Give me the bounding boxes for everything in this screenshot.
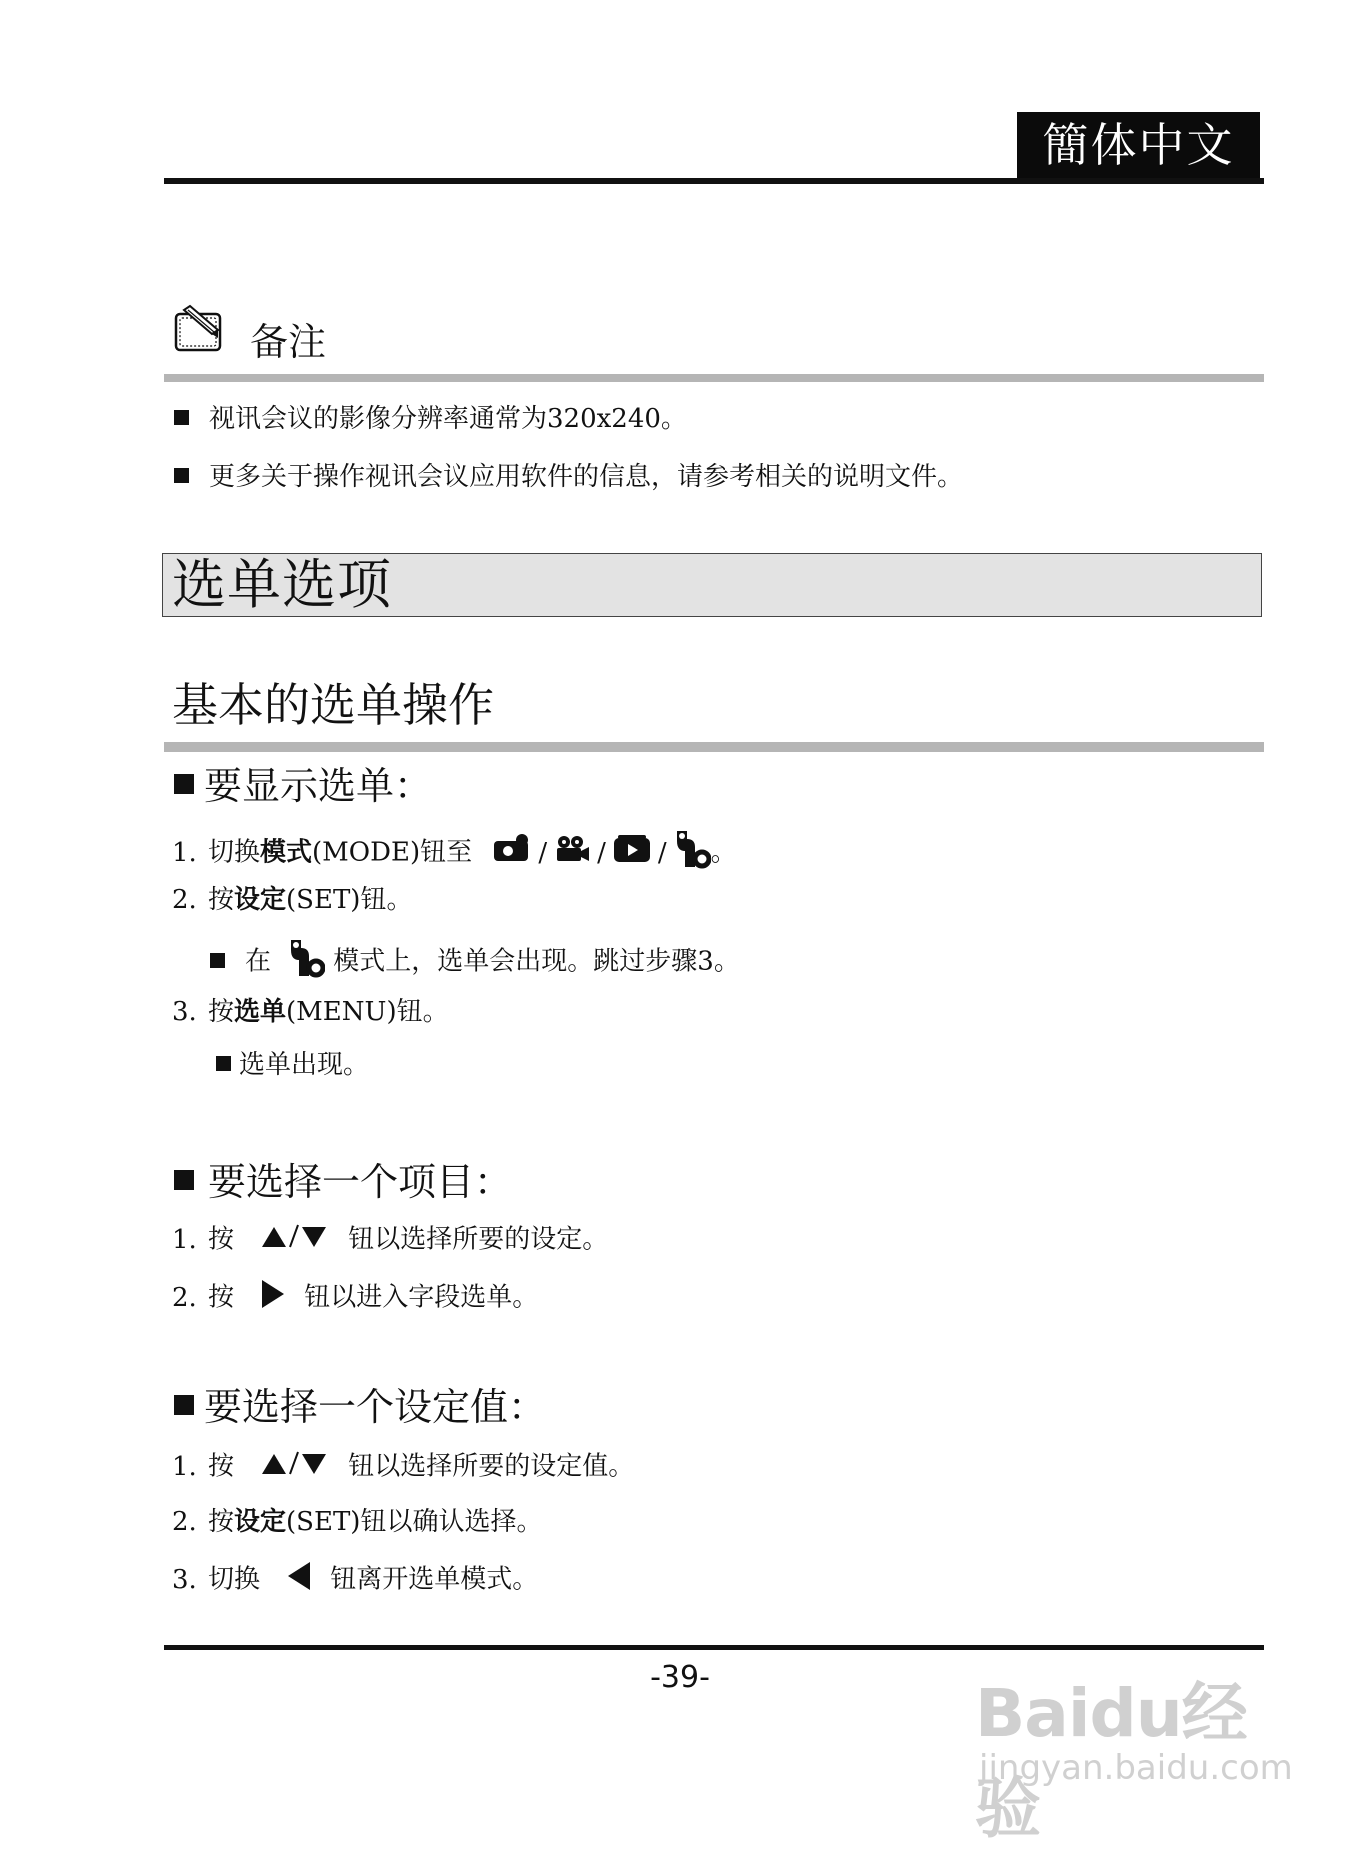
playback-mode-icon — [612, 834, 652, 873]
square-bullet — [174, 410, 189, 425]
display-menu-step-3-sub: 选单出现。 — [216, 1048, 369, 1082]
select-item-step-2: 2. 按 钮以进入字段选单。 — [172, 1278, 538, 1319]
note-pencil-icon — [172, 304, 228, 356]
square-bullet — [174, 774, 194, 794]
subsection-rule — [164, 742, 1264, 752]
up-down-arrow-icon — [260, 1221, 330, 1260]
select-value-step-3: 3. 切换 钮离开选单模式。 — [172, 1560, 538, 1601]
display-menu-heading: 要显示选单： — [174, 762, 432, 810]
select-value-heading: 要选择一个设定值： — [174, 1383, 546, 1431]
square-bullet — [174, 1170, 194, 1190]
square-bullet — [210, 953, 225, 968]
subsection-title: 基本的选单操作 — [172, 678, 494, 732]
header-rule — [164, 178, 1264, 184]
language-tab: 簡体中文 — [1017, 112, 1260, 178]
select-value-step-2: 2. 按设定(SET)钮以确认选择。 — [172, 1507, 543, 1537]
select-item-step-1: 1. 按 钮以选择所要的设定。 — [172, 1221, 608, 1260]
note-rule — [164, 374, 1264, 382]
square-bullet — [174, 468, 189, 483]
display-menu-step-2-sub: 在 模式上，选单会出现。跳过步骤3。 — [210, 936, 740, 989]
baidu-watermark: Baidu经验 jingyan.baidu.com — [975, 1675, 1293, 1847]
right-arrow-icon — [260, 1278, 286, 1319]
setup-wrench-icon — [673, 827, 711, 880]
page-number: -39- — [650, 1660, 710, 1695]
select-item-heading: 要选择一个项目： — [174, 1158, 512, 1206]
square-bullet — [174, 1395, 194, 1415]
video-mode-icon — [553, 834, 591, 873]
note-item: 视讯会议的影像分辨率通常为320x240。 — [174, 402, 687, 436]
display-menu-step-2: 2. 按设定(SET)钮。 — [172, 885, 413, 915]
section-title: 选单选项 — [172, 553, 392, 616]
note-title: 备注 — [250, 320, 327, 364]
display-menu-step-1: 1. 切换模式(MODE)钮至 / / / 。 — [172, 827, 737, 880]
display-menu-step-3: 3. 按选单(MENU)钮。 — [172, 997, 449, 1027]
note-item: 更多关于操作视讯会议应用软件的信息，请参考相关的说明文件。 — [174, 460, 963, 494]
up-down-arrow-icon — [260, 1448, 330, 1487]
left-arrow-icon — [286, 1560, 312, 1601]
square-bullet — [216, 1056, 231, 1071]
setup-wrench-icon — [287, 936, 325, 989]
select-value-step-1: 1. 按 钮以选择所要的设定值。 — [172, 1448, 634, 1487]
camera-mode-icon — [492, 834, 532, 873]
